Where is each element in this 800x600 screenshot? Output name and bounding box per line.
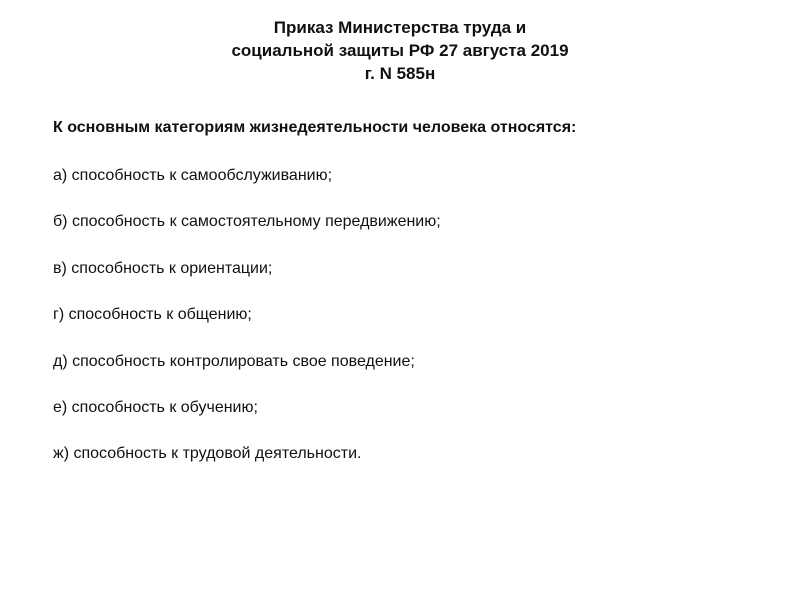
title-line: Приказ Министерства труда и (273, 18, 527, 37)
categories-intro: К основным категориям жизнедеятельности человека относятся: (53, 119, 577, 136)
category-item: е) способность к обучению; (53, 398, 258, 416)
title-line: г. N 585н (364, 64, 436, 83)
category-item: б) способность к самостоятельному передвижению; (53, 213, 441, 231)
title-line: социальной защиты РФ 27 августа 2019 (231, 41, 569, 60)
category-item: а) способность к самообслуживанию; (53, 167, 333, 184)
document-title (150, 16, 650, 85)
document-body (53, 118, 773, 491)
category-item: в) способность к ориентации; (53, 259, 273, 277)
category-item: ж) способность к трудовой деятельности. (53, 445, 362, 463)
category-item: д) способность контролировать свое поведение; (53, 352, 415, 370)
category-item: г) способность к общению; (53, 306, 252, 324)
